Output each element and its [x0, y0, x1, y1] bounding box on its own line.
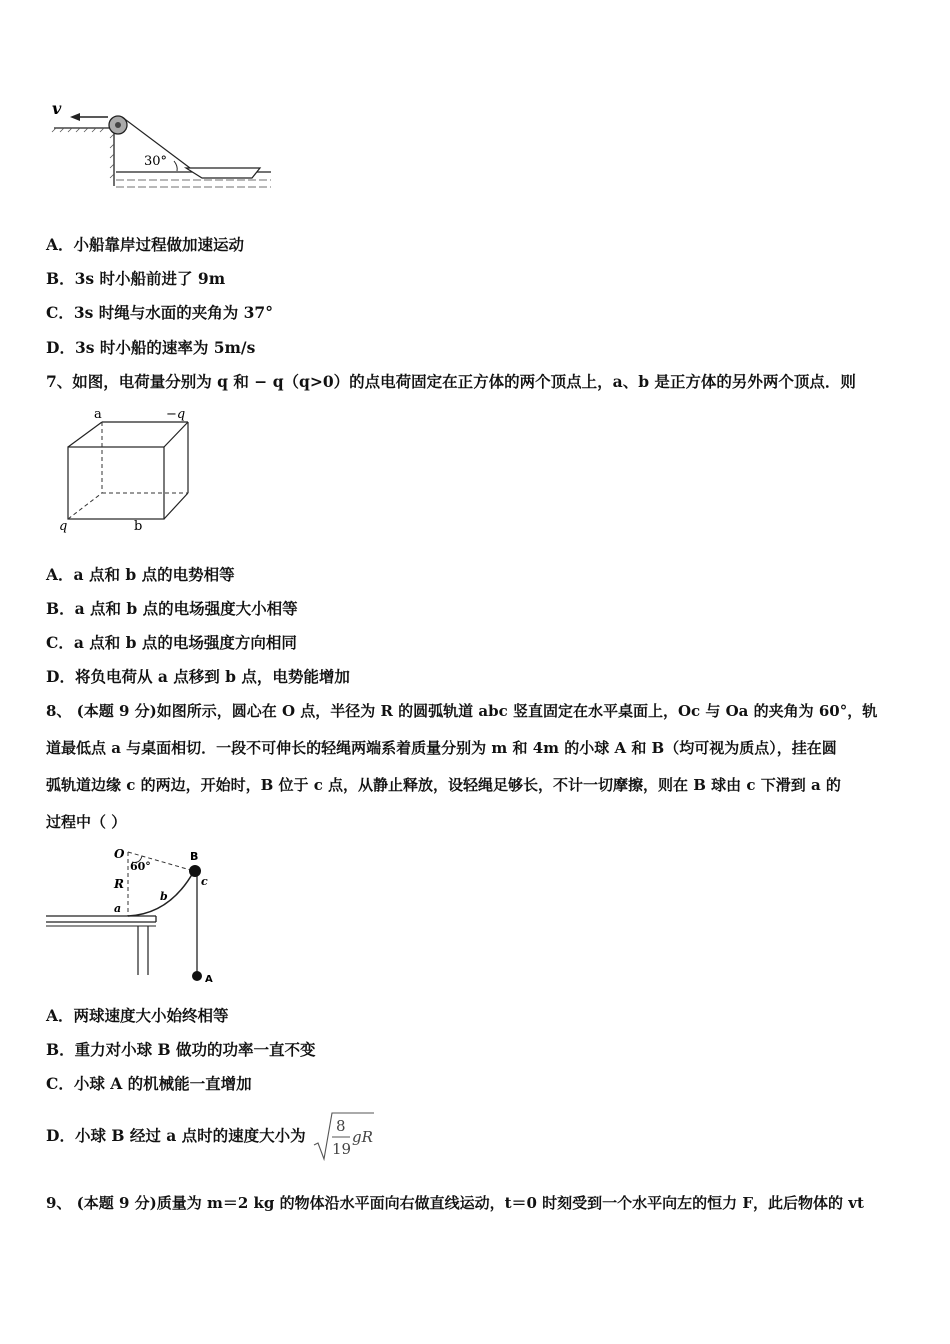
arc-label-a: a [114, 902, 122, 915]
arc-label-R: R [114, 877, 124, 891]
q7-stem: 7、如图，电荷量分别为 q 和 − q（q>0）的点电荷固定在正方体的两个顶点上，a、b 是正方体的另外两个顶点．则 [46, 372, 856, 391]
q8-stem-line-3: 弧轨道边缘 c 的两边，开始时，B 位于 c 点，从静止释放，设轻绳足够长，不计一切摩擦，则在 B 球由 c 下滑到 a 的 [46, 776, 841, 794]
sqrt-formula [312, 1109, 376, 1163]
boat-pulley-figure [46, 98, 276, 193]
q7-option-a: A．a 点和 b 点的电势相等 [46, 565, 235, 584]
cube-label-q: q [59, 519, 68, 534]
arc-label-b: b [160, 890, 168, 903]
q8-option-d [46, 1108, 376, 1164]
arc-label-O: O [114, 847, 125, 861]
q8-option-c: C．小球 A 的机械能一直增加 [46, 1074, 252, 1093]
formula-tail: gR [351, 1128, 373, 1146]
q7-option-d: D．将负电荷从 a 点移到 b 点，电势能增加 [46, 667, 350, 686]
q6-option-c: C．3s 时绳与水面的夹角为 37° [46, 303, 273, 322]
q8-stem-line-4: 过程中（ ） [46, 813, 127, 831]
arc-label-c: c [201, 875, 208, 888]
arc-label-A: A [205, 974, 213, 985]
q8-stem-line-1: 8、 (本题 9 分)如图所示，圆心在 O 点，半径为 R 的圆弧轨道 abc 竖直固定在水平桌面上，Oc 与 Oa 的夹角为 60°，轨 [46, 702, 878, 720]
arc-label-B: B [190, 850, 199, 863]
q6-option-d: D．3s 时小船的速率为 5m/s [46, 338, 256, 357]
q8-option-d-prefix: D．小球 B 经过 a 点时的速度大小为 [46, 1126, 306, 1145]
q7-option-c: C．a 点和 b 点的电场强度方向相同 [46, 633, 297, 652]
arc-track-figure [46, 840, 236, 990]
q8-option-a: A．两球速度大小始终相等 [46, 1006, 229, 1025]
q9-stem: 9、 (本题 9 分)质量为 m＝2 kg 的物体沿水平面向右做直线运动，t＝0 时刻受到一个水平向左的恒力 F，此后物体的 vt [46, 1194, 864, 1212]
q7-option-b: B．a 点和 b 点的电场强度大小相等 [46, 599, 298, 618]
q8-stem-line-2: 道最低点 a 与桌面相切．一段不可伸长的轻绳两端系着质量分别为 m 和 4m 的小球 A 和 B（均可视为质点），挂在圆 [46, 739, 837, 757]
cube-label-a: a [94, 407, 102, 422]
q6-option-a: A．小船靠岸过程做加速运动 [46, 235, 245, 254]
q6-option-b: B．3s 时小船前进了 9m [46, 269, 226, 288]
formula-numerator: 8 [335, 1117, 346, 1135]
cube-figure [50, 405, 200, 535]
cube-label-neg-q: −q [166, 407, 186, 422]
arc-label-angle: 60° [130, 860, 151, 873]
cube-label-b: b [134, 519, 143, 534]
formula-denominator: 19 [331, 1140, 351, 1158]
angle-label: 30° [144, 154, 168, 169]
velocity-label: v [52, 99, 62, 118]
q8-option-b: B．重力对小球 B 做功的功率一直不变 [46, 1040, 316, 1059]
